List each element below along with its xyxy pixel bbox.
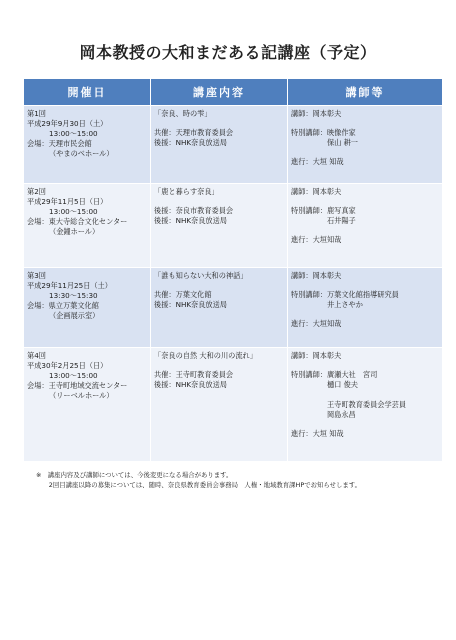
session-cohost: 共催：天理市教育委員会 [154,128,234,137]
footnote-line: 2回目講座以降の募集については、随時、奈良県教育委員会事務局 人権・地域教育課HPでお知らせします。 [36,481,362,489]
session-date: 平成29年9月30日（土） [27,119,108,128]
session-time: 13:00～15:00 [49,371,98,380]
session-venue: 会場：県立万葉文化館 [27,301,99,310]
session-date: 平成29年11月25日（土） [27,281,112,290]
table-row [24,268,443,348]
lecturer-cell [288,268,443,348]
session-lecturer: 講師：岡本彰夫 [291,187,342,196]
date-cell [24,348,151,462]
session-time: 13:00～15:00 [49,207,98,216]
session-cohost: 共催：万葉文化館 [154,290,212,299]
session-venue-sub: （金鐘ホール） [49,227,100,236]
session-theme: 「鹿と暮らす奈良」 [154,187,219,196]
table-row [24,348,443,462]
footnotes [36,470,446,490]
header-lecturer: 講師等 [288,79,443,106]
session-venue-sub: （やまのべホール） [49,149,114,158]
session-time: 13:00～15:00 [49,129,98,138]
session-number: 第3回 [27,271,46,280]
session-cohost: 共催：王寺町教育委員会 [154,370,234,379]
session-special-lecturer: 特別講師：万葉文化館指導研究員 井上さやか [291,290,399,309]
session-moderator: 進行：大垣 知哉 [291,429,344,438]
session-support: 後援：NHK奈良放送局 [154,300,227,309]
session-support: 後援：NHK奈良放送局 [154,216,227,225]
session-moderator: 進行：大垣 知哉 [291,157,344,166]
session-theme: 「誰も知らない大和の神話」 [154,271,248,280]
content-cell [151,106,288,184]
session-number: 第4回 [27,351,46,360]
session-special-lecturer: 特別講師：廣瀬大社 宮司 樋口 俊夫 王寺町教育委員会学芸員 岡島永昌 [291,370,407,419]
session-moderator: 進行：大垣知哉 [291,235,342,244]
table-row [24,106,443,184]
session-lecturer: 講師：岡本彰夫 [291,109,342,118]
date-cell [24,106,151,184]
lecturer-cell [288,184,443,268]
session-number: 第2回 [27,187,46,196]
header-date: 開催日 [24,79,151,106]
session-venue: 会場：王寺町地域交流センター [27,381,128,390]
session-lecturer: 講師：岡本彰夫 [291,271,342,280]
session-theme: 「奈良の自然 大和の川の流れ」 [154,351,257,360]
lecturer-cell [288,348,443,462]
date-cell [24,184,151,268]
session-lecturer: 講師：岡本彰夫 [291,351,342,360]
content-cell [151,268,288,348]
session-date: 平成30年2月25日（日） [27,361,108,370]
session-support: 後援：NHK奈良放送局 [154,138,227,147]
lecturer-cell [288,106,443,184]
session-special-lecturer: 特別講師：鹿写真家 石井陽子 [291,206,356,225]
session-theme: 「奈良、時の雫」 [154,109,212,118]
content-cell [151,348,288,462]
lecture-schedule-table [23,78,443,462]
page-title: 岡本教授の大和まだある記講座（予定） [79,43,377,62]
footnote-line: ※ 講座内容及び講師については、今後変更になる場合があります。 [36,471,233,479]
session-moderator: 進行：大垣知哉 [291,319,342,328]
session-number: 第1回 [27,109,46,118]
session-venue: 会場：天理市民会館 [27,139,92,148]
session-time: 13:30～15:30 [49,291,98,300]
session-support: 後援：NHK奈良放送局 [154,380,227,389]
session-date: 平成29年11月5日（日） [27,197,108,206]
session-venue-sub: （企画展示室） [49,311,100,320]
content-cell [151,184,288,268]
session-venue: 会場：東大寺総合文化センター [27,217,128,226]
table-row [24,184,443,268]
table-header-row [24,79,443,106]
session-cohost: 後援：奈良市教育委員会 [154,206,234,215]
header-content: 講座内容 [151,79,288,106]
session-special-lecturer: 特別講師：映像作家 保山 耕一 [291,128,358,147]
session-venue-sub: （リーベルホール） [49,391,114,400]
date-cell [24,268,151,348]
